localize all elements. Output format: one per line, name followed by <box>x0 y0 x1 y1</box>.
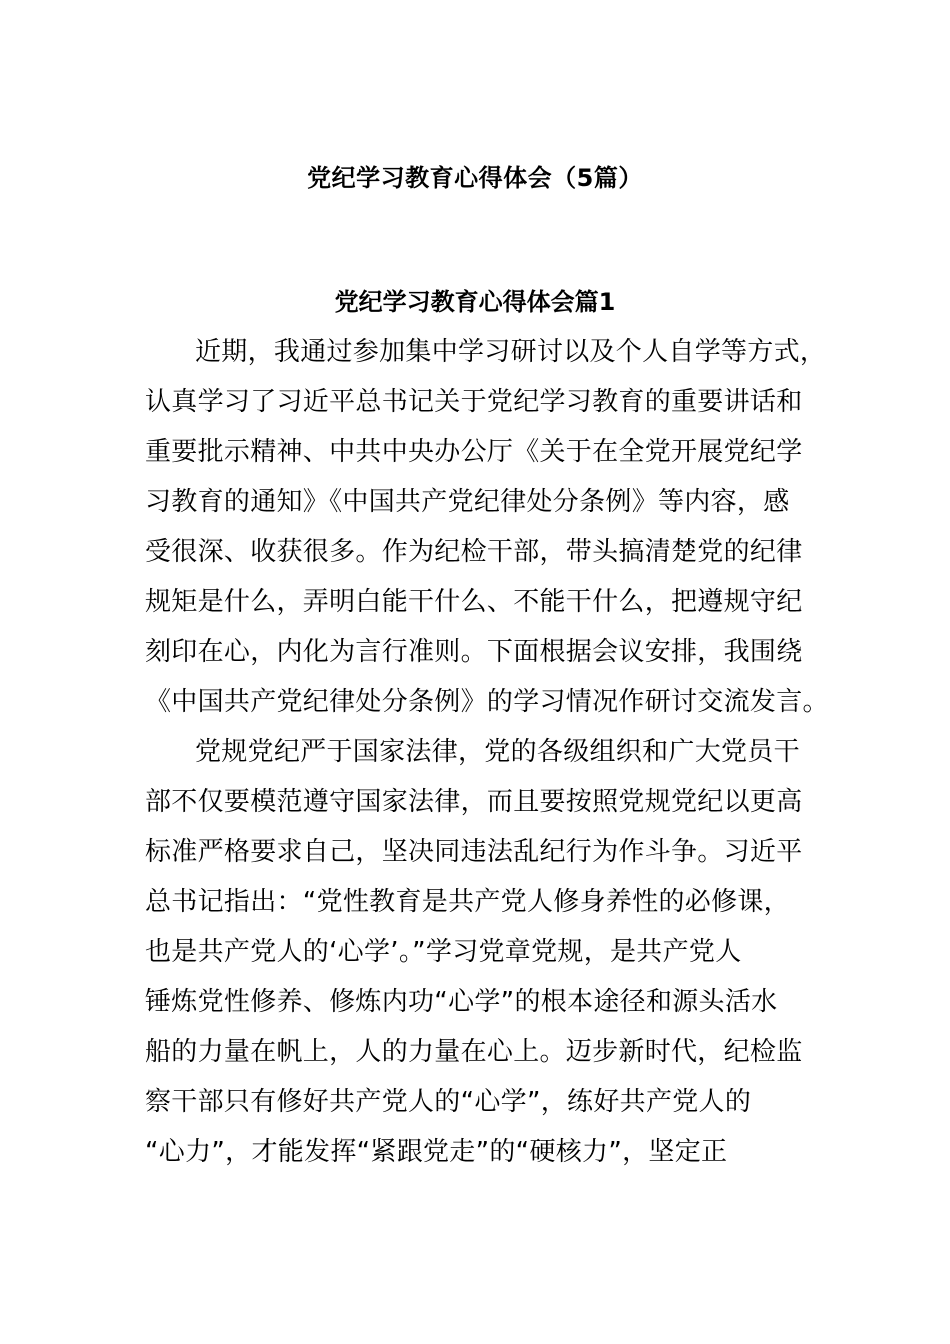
paragraph-1-line: 刻印在心，内化为言行准则。下面根据会议安排，我围绕 <box>145 637 803 667</box>
section-heading: 党纪学习教育心得体会篇1 <box>334 288 616 316</box>
paragraph-2-line: 也是共产党人的‘心学’。”学习党章党规，是共产党人 <box>145 937 742 967</box>
paragraph-1-line: 近期，我通过参加集中学习研讨以及个人自学等方式， <box>195 337 827 367</box>
paragraph-1-line: 规矩是什么，弄明白能干什么、不能干什么，把遵规守纪 <box>145 587 803 617</box>
paragraph-1-line: 习教育的通知》《中国共产党纪律处分条例》等内容，感 <box>145 487 790 517</box>
paragraph-2-line: 锤炼党性修养、修炼内功“心学”的根本途径和源头活水 <box>145 987 778 1017</box>
document-title: 党纪学习教育心得体会（5篇） <box>307 164 643 192</box>
paragraph-1-line: 受很深、收获很多。作为纪检干部，带头搞清楚党的纪律 <box>145 537 803 567</box>
paragraph-2-line: 党规党纪严于国家法律，党的各级组织和广大党员干 <box>195 737 800 767</box>
paragraph-2-line: 船的力量在帆上，人的力量在心上。迈步新时代，纪检监 <box>145 1037 803 1067</box>
paragraph-1-line: 认真学习了习近平总书记关于党纪学习教育的重要讲话和 <box>145 387 803 417</box>
paragraph-2-line: 察干部只有修好共产党人的“心学”，练好共产党人的 <box>145 1087 752 1117</box>
paragraph-2-line: “心力”，才能发挥“紧跟党走”的“硬核力”，坚定正 <box>145 1137 728 1167</box>
paragraph-1-line: 重要批示精神、中共中央办公厅《关于在全党开展党纪学 <box>145 437 803 467</box>
paragraph-2-line: 总书记指出：“党性教育是共产党人修身养性的必修课， <box>145 887 790 917</box>
paragraph-1-line: 《中国共产党纪律处分条例》的学习情况作研讨交流发言。 <box>145 687 829 717</box>
paragraph-2-line: 部不仅要模范遵守国家法律，而且要按照党规党纪以更高 <box>145 787 803 817</box>
paragraph-2-line: 标准严格要求自己，坚决同违法乱纪行为作斗争。习近平 <box>145 837 803 867</box>
